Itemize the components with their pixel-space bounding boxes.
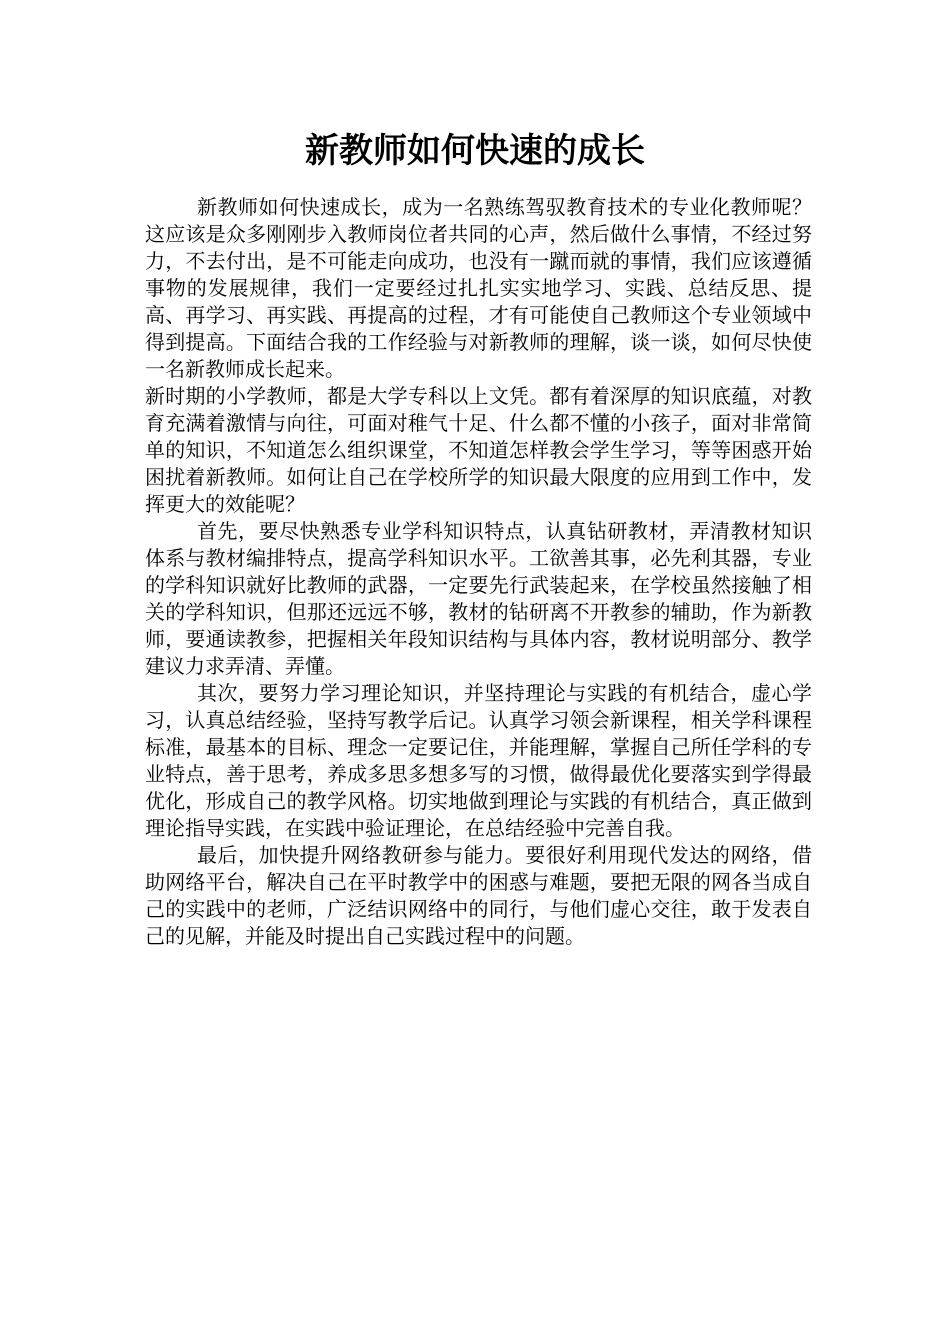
paragraph-final-point: 最后，加快提升网络教研参与能力。要很好利用现代发达的网络，借助网络平台，解决自己在平时教学中的困惑与难题，要把无限的网各当成自己的实践中的老师，广泛结识网络中的同行，与他们虚心交往，敢于发表自己的见解，并能及时提出自己实践过程中的问题。: [145, 843, 812, 948]
document-body: [145, 194, 812, 950]
paragraph-second-point: 其次，要努力学习理论知识，并坚持理论与实践的有机结合，虚心学习，认真总结经验，坚持写教学后记。认真学习领会新课程，相关学科课程标准，最基本的目标、理念一定要记住，并能理解，掌握自己所任学科的专业特点，善于思考，养成多思多想多写的习惯，做得最优化要落实到学得最优化，形成自己的教学风格。切实地做到理论与实践的有机结合，真正做到理论指导实践，在实践中验证理论，在总结经验中完善自我。: [145, 681, 812, 840]
paragraph-background: 新时期的小学教师，都是大学专科以上文凭。都有着深厚的知识底蕴，对教育充满着激情与向往，可面对稚气十足、什么都不懂的小孩子，面对非常简单的知识，不知道怎么组织课堂，不知道怎样教会学生学习，等等困惑开始困扰着新教师。如何让自己在学校所学的知识最大限度的应用到工作中，发挥更大的效能呢？: [145, 384, 812, 516]
document-title: 新教师如何快速的成长: [305, 131, 645, 171]
paragraph-first-point: 首先，要尽快熟悉专业学科知识特点，认真钻研教材，弄清教材知识体系与教材编排特点，提高学科知识水平。工欲善其事，必先利其器，专业的学科知识就好比教师的武器，一定要先行武装起来，在学校虽然接触了相关的学科知识，但那还远远不够，教材的钻研离不开教参的辅助，作为新教师，要通读教参，把握相关年段知识结构与具体内容，教材说明部分、教学建议力求弄清、弄懂。: [145, 519, 812, 678]
paragraph-intro: 新教师如何快速成长，成为一名熟练驾驭教育技术的专业化教师呢？这应该是众多刚刚步入教师岗位者共同的心声，然后做什么事情，不经过努力，不去付出，是不可能走向成功，也没有一蹴而就的事情，我们应该遵循事物的发展规律，我们一定要经过扎扎实实地学习、实践、总结反思、提高、再学习、再实践、再提高的过程，才有可能使自己教师这个专业领域中得到提高。下面结合我的工作经验与对新教师的理解，谈一谈，如何尽快使一名新教师成长起来。: [145, 195, 812, 381]
